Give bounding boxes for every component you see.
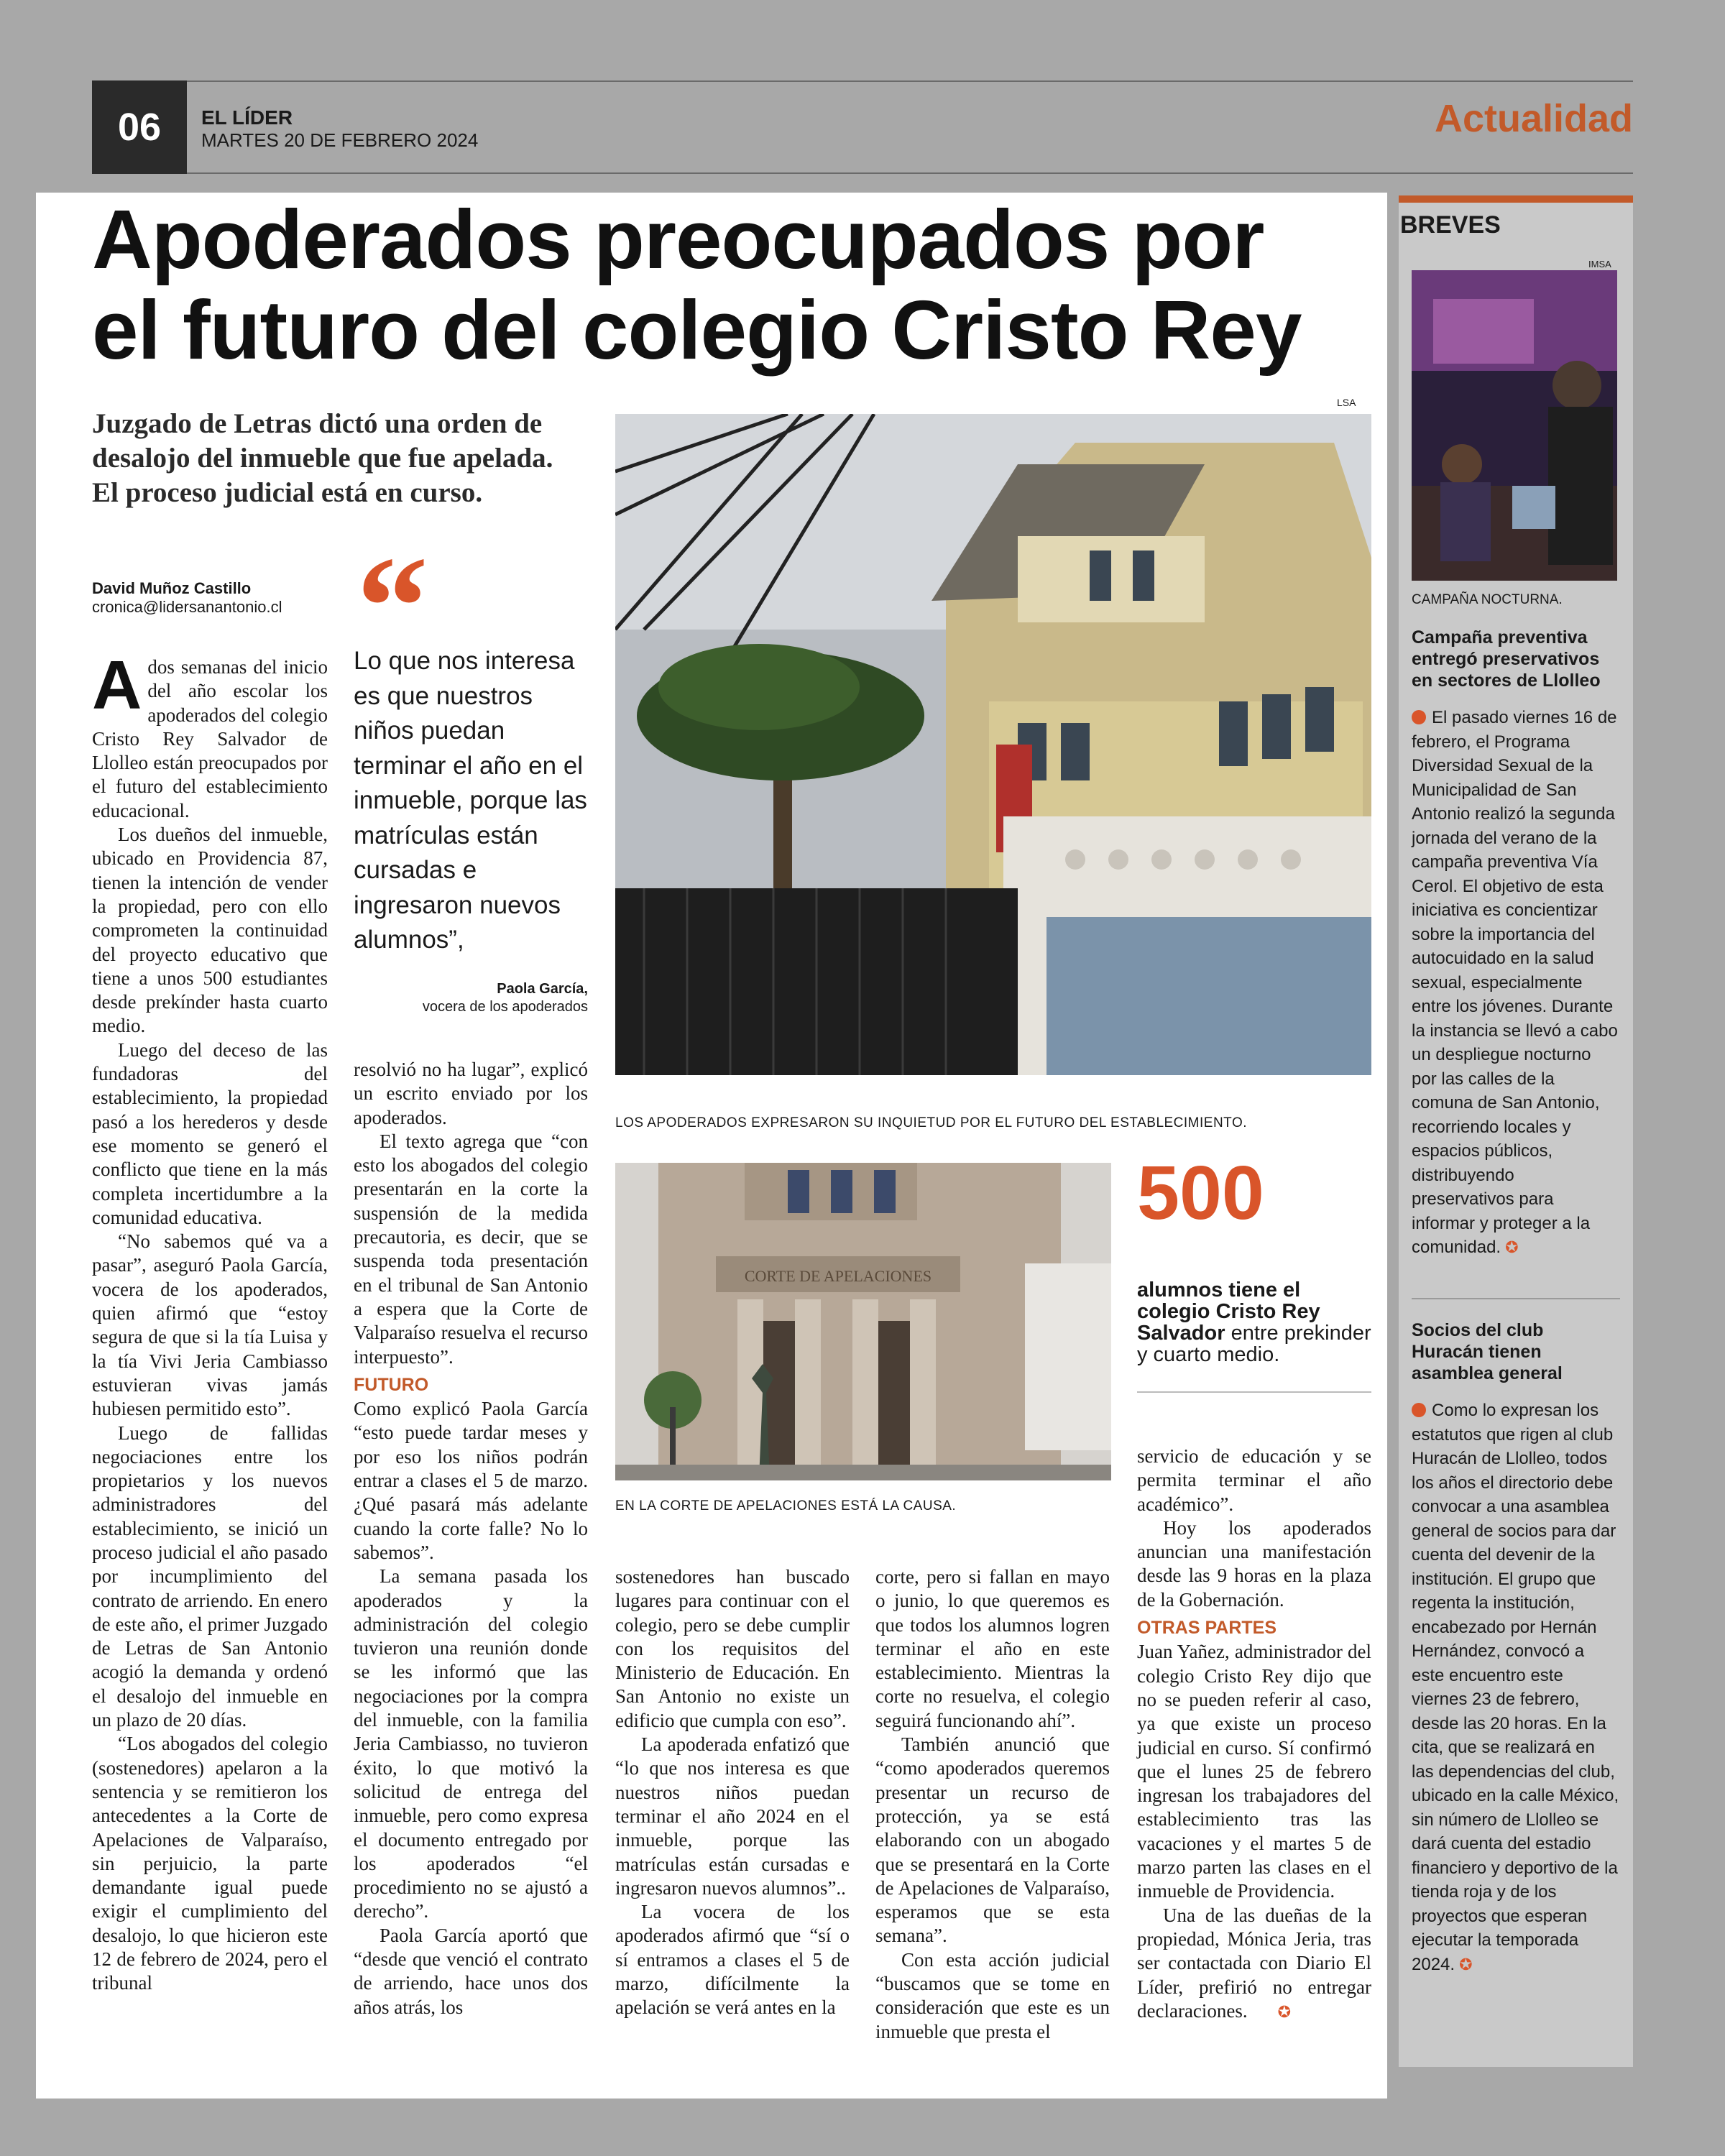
stat-divider (1137, 1391, 1371, 1393)
body-paragraph: El texto agrega que “con esto los abogados del colegio presentarán en la corte la suspensión de la medida precautoria, es decir, que se suspenda toda presentación en el tribunal de San Antonio a espera que la Corte de Valparaíso resuelva el recurso interpuesto”. (354, 1130, 588, 1368)
body-paragraph: resolvió no ha lugar”, explicó un escrito enviado por los apoderados. (354, 1059, 588, 1128)
breves-divider (1412, 1298, 1620, 1299)
end-mark-icon: ✪ (1459, 1955, 1473, 1974)
school-building-photo (615, 414, 1371, 1075)
photo-caption: LOS APODERADOS EXPRESARON SU INQUIETUD POR EL FUTURO DEL ESTABLECIMIENTO. (615, 1115, 1248, 1130)
stat-number: 500 (1137, 1151, 1264, 1235)
body-paragraph: Los dueños del inmueble, ubicado en Providencia 87, tienen la intención de vender la propiedad, pero con ello comprometen la continuidad del proyecto educativo que tiene a unos 500 estudiantes desde prekínder hasta cuarto medio. (92, 824, 328, 1037)
author-email: cronica@lidersanantonio.cl (92, 598, 282, 616)
breve-headline: Socios del club Huracán tienen asamblea general (1412, 1320, 1563, 1383)
article-column-1 (92, 647, 328, 1996)
body-paragraph: La apoderada enfatizó que “lo que nos interesa es que nuestros niños puedan terminar el año 2024 en el inmueble, porque las matrículas están cursadas e ingresaron nuevos alumnos”.. (615, 1733, 850, 1899)
stat-text: entre prekinder y cuarto medio. (1137, 1322, 1371, 1366)
bullet-dot-icon (1412, 1403, 1426, 1417)
body-paragraph: Luego de fallidas negociaciones entre los propietarios y los nuevos administradores del establecimiento, se inició un proceso judicial el año pasado por incumplimiento del contrato de arriendo. En enero de este año, el primer Juzgado de Letras de San Antonio acogió la demanda y ordenó el desalojo del inmueble en un plazo de 20 días. (92, 1422, 328, 1731)
first-paragraph: Ados semanas del inicio del año escolar los apoderados del colegio Cristo Rey Salvador de Llolleo están preocupados por el futuro del establecimiento educacional. (92, 647, 328, 821)
headline (92, 194, 1386, 375)
kicker-otras-partes: OTRAS PARTES (1137, 1618, 1276, 1639)
headline-line-2: el futuro del colegio Cristo Rey (92, 283, 1302, 377)
header-rule-top (92, 80, 1633, 82)
issue-date: MARTES 20 DE FEBRERO 2024 (201, 129, 479, 151)
article-column-3 (615, 1565, 850, 2020)
body-paragraph: “Los abogados del colegio (sostenedores) apelaron a la sentencia y se remitieron los antecedentes a la Corte de Apelaciones de Valparaíso, sin perjuicio, la parte demandante igual puede exigir el cumplimiento del desalojo, lo que hicieron este 12 de febrero de 2024, pero el tribunal (92, 1733, 328, 1994)
quote-mark-icon (356, 557, 428, 636)
body-paragraph: corte, pero si fallan en mayo o junio, lo que queremos es que todos los alumnos logren terminar el año en este establecimiento. Mientras la corte no resuelva, el colegio seguirá funcionando ahí”. (875, 1566, 1110, 1731)
drop-cap: A (92, 647, 142, 724)
court-sign: CORTE DE APELACIONES (744, 1267, 932, 1285)
pull-quote: Lo que nos interesa es que nuestros niños puedan terminar el año en el inmueble, porque las matrículas están cursadas e ingresaron nuevos alumnos”, (354, 647, 587, 954)
headline-line-1: Apoderados preocupados por (92, 193, 1264, 286)
body-paragraph: Juan Yañez, administrador del colegio Cristo Rey dijo que no se pueden referir al caso, ya que existe un proceso judicial en curso. Sí confirmó que el lunes 25 de febrero ingresan los trabajadores del establecimiento tras las vacaciones y el martes 5 de marzo parten las clases en el inmueble de Providencia. (1137, 1641, 1371, 1902)
body-paragraph: La vocera de los apoderados afirmó que “sí o sí entramos a clases el 5 de marzo, difícilmente la apelación se verá antes en la (615, 1901, 850, 2019)
breve-body: Como lo expresan los estatutos que rigen al club Huracán de Llolleo, todos los años el directorio debe convocar a una asamblea general de socios para dar cuenta del devenir de la institución. El grupo que regenta la institución, encabezado por Hernán Hernández, convocó a este encuentro este viernes 23 de febrero, desde las 20 horas. En la cita, que se realizará en las dependencias del club, ubicado en la calle México, sin número de Llolleo se dará cuenta del estadio financiero y deportivo de la tienda roja y de los proyectos que esperan ejecutar la temporada 2024. ✪ (1412, 1399, 1620, 1977)
end-mark-icon: ✪ (1505, 1239, 1519, 1257)
body-paragraph: También anunció que “como apoderados queremos presentar un recurso de protección, ya se está elaborando con un abogado que se presentará en la Corte de Apelaciones de Valparaíso, esperamos que se esta semana”. (875, 1733, 1110, 1947)
photo-caption: CAMPAÑA NOCTURNA. (1412, 592, 1563, 607)
stat-description (1137, 1279, 1374, 1365)
header-rule-bottom (92, 172, 1633, 174)
quote-attribution-role: vocera de los apoderados (422, 999, 588, 1015)
article-column-5 (1137, 1445, 1371, 2024)
bullet-dot-icon (1412, 710, 1426, 724)
breve-headline: Campaña preventiva entregó preservativos en sectores de Llolleo (1412, 627, 1601, 691)
section-title: Actualidad (1434, 97, 1633, 140)
stat-bold-text: alumnos tiene el colegio Cristo Rey Salvador (1137, 1279, 1320, 1345)
end-mark-icon: ✪ (1277, 2003, 1292, 2022)
newspaper-name: EL LÍDER (201, 106, 293, 129)
page-number: 06 (92, 80, 187, 174)
breve-body: El pasado viernes 16 de febrero, el Programa Diversidad Sexual de la Municipalidad de San Antonio realizó la segunda jornada del verano de la campaña preventiva Vía Cerol. El objetivo de esta iniciativa es concientizar sobre la importancia del autocuidado en la salud sexual, especialmente entre los jóvenes. Durante la instancia se llevó a cabo un despliegue nocturno por las calles de la comuna de San Antonio, recorriendo locales y espacios públicos, distribuyendo preservativos para informar y proteger a la comunidad. ✪ (1412, 706, 1620, 1261)
author-name: David Muñoz Castillo (92, 579, 252, 597)
night-campaign-photo (1412, 270, 1617, 581)
body-paragraph: “No sabemos qué va a pasar”, aseguró Paola García, vocera de los apoderados, quien afirmó que “estoy segura de que si la tía Luisa y la tía Vivi Jeria Cambiasso estuvieran vivas jamás hubiesen permitido esto”. (92, 1230, 328, 1420)
body-paragraph: Como explicó Paola García “esto puede tardar meses y por eso los niños podrán entrar a clases el 5 de marzo. ¿Qué pasará más adelante cuando la corte falle? No lo sabemos”. (354, 1398, 588, 1563)
body-paragraph: Paola García aportó que “desde que venció el contrato de arriendo, hace unos dos años atrás, los (354, 1924, 588, 2018)
breves-title: BREVES (1400, 211, 1501, 239)
body-paragraph: sostenedores han buscado lugares para continuar con el colegio, pero se debe cumplir con los requisitos del Ministerio de Educación. En San Antonio no existe un edificio que cumpla con eso”. (615, 1566, 850, 1731)
breves-accent-bar (1399, 195, 1633, 203)
body-paragraph: Con esta acción judicial “buscamos que se tome en consideración que este es un inmueble que presta el (875, 1948, 1110, 2042)
subheadline: Juzgado de Letras dictó una orden de desalojo del inmueble que fue apelada. El proceso judicial está en curso. (92, 408, 553, 508)
body-paragraph: servicio de educación y se permita terminar el año académico”. (1137, 1445, 1371, 1515)
body-paragraph: Luego del deceso de las fundadoras del establecimiento, la propiedad pasó a los herederos y desde ese momento se generó el conflicto que tiene en la más completa incertidumbre a la comunidad educativa. (92, 1038, 328, 1228)
body-paragraph: Una de las dueñas de la propiedad, Mónica Jeria, tras ser contactada con Diario El Líder, prefirió no entregar declaraciones. ✪ (1137, 1904, 1371, 2024)
court-building-photo (615, 1163, 1111, 1480)
photo-caption: EN LA CORTE DE APELACIONES ESTÁ LA CAUSA. (615, 1498, 957, 1514)
article-column-4 (875, 1565, 1110, 2044)
body-paragraph: Hoy los apoderados anuncian una manifestación desde las 9 horas en la plaza de la Gobernación. (1137, 1516, 1371, 1611)
body-paragraph: La semana pasada los apoderados y la administración del colegio tuvieron una reunión donde se les informó que las negociaciones por la compra del inmueble, con la familia Jeria Cambiasso, no tuvieron éxito, lo que motivó la solicitud de entrega del inmueble, pero como expresa el documento entregado por los apoderados “el procedimiento no se ajustó a derecho”. (354, 1565, 588, 1922)
photo-credit: IMSA (1588, 259, 1611, 270)
article-column-2 (354, 1058, 588, 2019)
kicker-futuro: FUTURO (354, 1374, 429, 1395)
photo-credit: LSA (1337, 397, 1356, 408)
quote-attribution-name: Paola García, (497, 981, 588, 997)
